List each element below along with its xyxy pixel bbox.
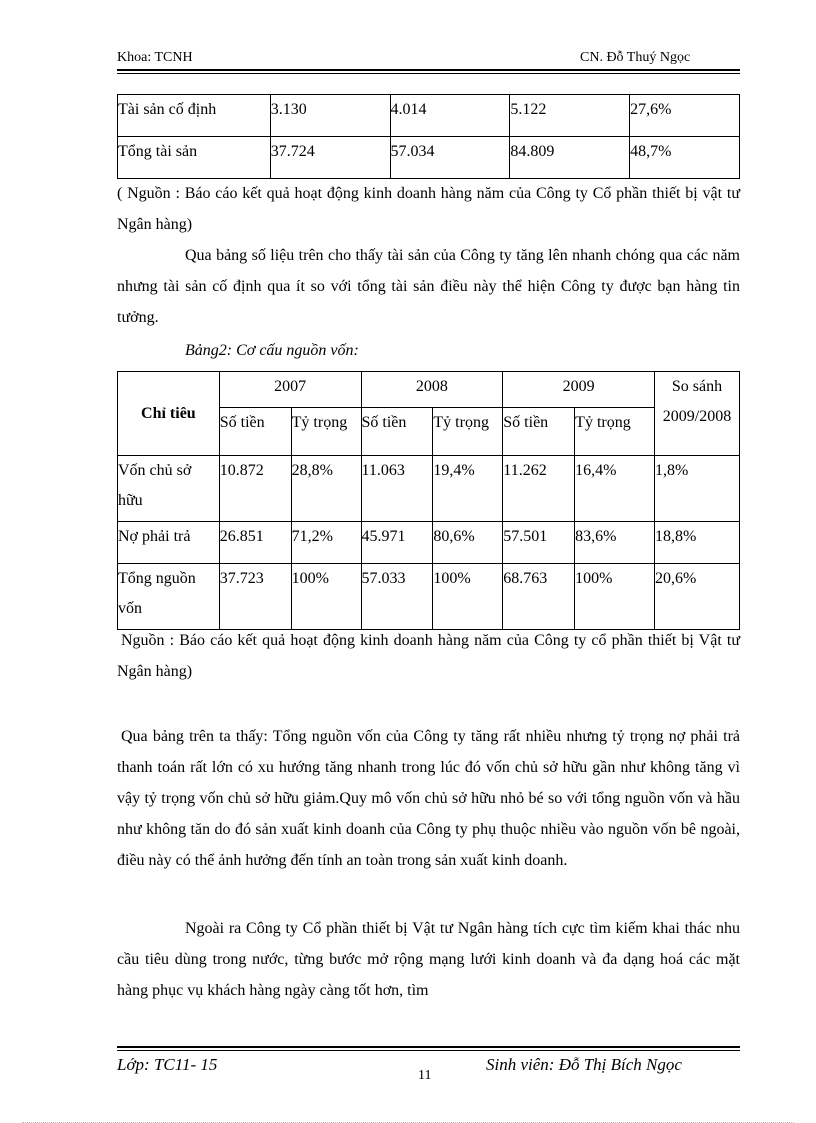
table-cell: 11.063 (361, 456, 433, 522)
header-compare: So sánh 2009/2008 (655, 372, 740, 456)
table-cell: Tài sản cố định (118, 95, 271, 137)
table-cell: 26.851 (219, 522, 291, 564)
page-number: 11 (418, 1068, 432, 1083)
table-cell: 100% (433, 564, 503, 630)
header-rule-thin (117, 73, 740, 74)
table-cell: 100% (291, 564, 361, 630)
paragraph-3: Ngoài ra Công ty Cổ phần thiết bị Vật tư Ngân hàng tích cực tìm kiếm khai thác nhu cầu tiêu dùng trong nước, từng bước mở rộng mạng lưới kinh doanh và đa dạng hoá các mặt hàng phục vụ khách hàng ngày càng tốt hơn, tìm (117, 920, 740, 999)
table-cell: Tổng tài sản (118, 137, 271, 179)
table-row (118, 95, 740, 137)
table-cell: 1,8% (655, 456, 740, 522)
table-cell: 57.033 (361, 564, 433, 630)
table-cell: 10.872 (219, 456, 291, 522)
table-cell: 37.724 (270, 137, 390, 179)
table-row (118, 456, 740, 522)
table-cell: 37.723 (219, 564, 291, 630)
header-indicator: Chỉ tiêu (118, 372, 220, 456)
header-year: 2007 (219, 372, 361, 408)
table-header-row (118, 372, 740, 408)
subheader-share: Tỷ trọng (575, 408, 655, 456)
table-cell: Nợ phải trả (118, 522, 220, 564)
footer-class: Lớp: TC11- 15 (117, 1055, 218, 1074)
source-note-1: ( Nguồn : Báo cáo kết quả hoạt động kinh doanh hàng năm của Công ty Cổ phần thiết bị vật tư Ngân hàng) (117, 185, 740, 233)
table-cell: 84.809 (510, 137, 630, 179)
header-right: CN. Đỗ Thuý Ngọc (580, 50, 691, 65)
table-cell: 19,4% (433, 456, 503, 522)
table-cell: 11.262 (503, 456, 575, 522)
header-rule (117, 69, 740, 71)
table-cell: 100% (575, 564, 655, 630)
subheader-share: Tỷ trọng (433, 408, 503, 456)
table-cell: Tổng nguồn vốn (118, 564, 220, 630)
header-year: 2009 (503, 372, 655, 408)
subheader-share: Tỷ trọng (291, 408, 361, 456)
table-row (118, 137, 740, 179)
table2-caption: Bảng2: Cơ cấu nguồn vốn: (185, 342, 359, 359)
subheader-amount: Số tiền (219, 408, 291, 456)
header-year: 2008 (361, 372, 503, 408)
table-cell: 80,6% (433, 522, 503, 564)
capital-structure-table (117, 371, 740, 630)
table-row (118, 522, 740, 564)
table-cell: 83,6% (575, 522, 655, 564)
asset-table (117, 94, 740, 179)
table-cell: 5.122 (510, 95, 630, 137)
footer-rule (117, 1046, 740, 1048)
table-row (118, 564, 740, 630)
subheader-amount: Số tiền (361, 408, 433, 456)
table-cell: 20,6% (655, 564, 740, 630)
table-cell: 45.971 (361, 522, 433, 564)
footer-student: Sinh viên: Đỗ Thị Bích Ngọc (486, 1055, 682, 1074)
paragraph-2: Qua bảng trên ta thấy: Tổng nguồn vốn của Công ty tăng rất nhiều nhưng tỷ trọng nợ phải trả thanh toán rất lớn có xu hướng tăng nhanh trong lúc đó vốn chủ sở hữu gần như không tăng vì vậy tỷ trọng vốn chủ sở hữu giảm.Quy mô vốn chủ sở hữu nhỏ bé so với tổng nguồn vốn và hầu như không tăn do đó sản xuất kinh doanh của Công ty phụ thuộc nhiều vào nguồn vốn bê ngoài, điều này có thể ảnh hưởng đến tính an toàn trong sản xuất kinh doanh. (117, 728, 740, 869)
footer-rule-thin (117, 1050, 740, 1051)
subheader-amount: Số tiền (503, 408, 575, 456)
table-cell: 48,7% (630, 137, 740, 179)
paragraph-1: Qua bảng số liệu trên cho thấy tài sản của Công ty tăng lên nhanh chóng qua các năm nhưng tài sản cố định qua ít so với tổng tài sản điều này thể hiện Công ty được bạn hàng tin tưởng. (117, 247, 740, 326)
table-cell: Vốn chủ sở hữu (118, 456, 220, 522)
table-cell: 68.763 (503, 564, 575, 630)
table-cell: 57.034 (390, 137, 510, 179)
source-note-2: Nguồn : Báo cáo kết quả hoạt động kinh doanh hàng năm của Công ty cổ phần thiết bị Vật tư Ngân hàng) (117, 632, 740, 680)
table-cell: 4.014 (390, 95, 510, 137)
table-cell: 3.130 (270, 95, 390, 137)
table-cell: 28,8% (291, 456, 361, 522)
table-cell: 57.501 (503, 522, 575, 564)
table-cell: 16,4% (575, 456, 655, 522)
header-left: Khoa: TCNH (117, 50, 193, 65)
table-cell: 18,8% (655, 522, 740, 564)
table-cell: 27,6% (630, 95, 740, 137)
table-cell: 71,2% (291, 522, 361, 564)
